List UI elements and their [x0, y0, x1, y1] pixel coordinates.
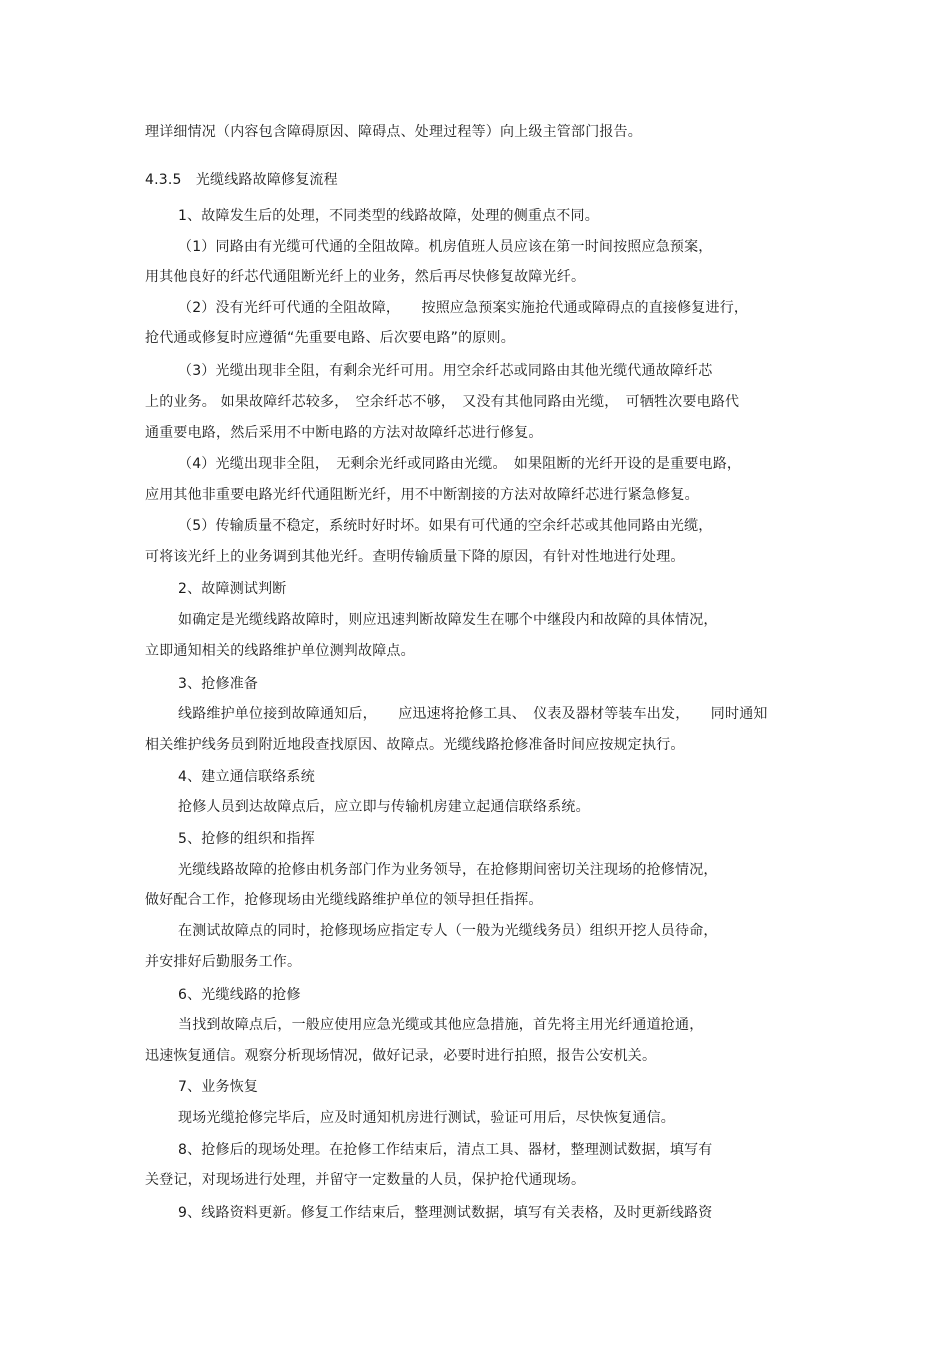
text-line: 8、抢修后的现场处理。在抢修工作结束后，清点工具、器材，整理测试数据，填写有 — [178, 1142, 713, 1158]
subheading: 4、建立通信联络系统 — [178, 769, 315, 785]
text-line: （5）传输质量不稳定，系统时好时坏。如果有可代通的空余纤芯或其他同路由光缆， — [178, 518, 713, 534]
text-line: （4）光缆出现非全阻， 无剩余光纤或同路由光缆。 如果阻断的光纤开设的是重要电路， — [178, 456, 742, 472]
text-line: 理详细情况（内容包含障碍原因、障碍点、处理过程等）向上级主管部门报告。 — [145, 124, 642, 140]
subheading: 3、抢修准备 — [178, 676, 259, 692]
text-line: 通重要电路，然后采用不中断电路的方法对故障纤芯进行修复。 — [145, 425, 543, 441]
subheading: 2、故障测试判断 — [178, 581, 287, 597]
subheading: 7、业务恢复 — [178, 1079, 259, 1095]
text-line: 如确定是光缆线路故障时，则应迅速判断故障发生在哪个中继段内和故障的具体情况， — [178, 612, 718, 628]
text-line: 做好配合工作，抢修现场由光缆线路维护单位的领导担任指挥。 — [145, 892, 543, 908]
text-line: 9、线路资料更新。修复工作结束后，整理测试数据，填写有关表格，及时更新线路资 — [178, 1205, 713, 1221]
text-line: 立即通知相关的线路维护单位测判故障点。 — [145, 643, 415, 659]
text-line: 1、故障发生后的处理，不同类型的线路故障，处理的侧重点不同。 — [178, 208, 599, 224]
text-line: （1）同路由有光缆可代通的全阻故障。机房值班人员应该在第一时间按照应急预案， — [178, 239, 713, 255]
text-line: 并安排好后勤服务工作。 — [145, 954, 302, 970]
text-line: 线路维护单位接到故障通知后， 应迅速将抢修工具、 仪表及器材等装车出发， 同时通知 — [178, 706, 768, 722]
subheading: 6、光缆线路的抢修 — [178, 987, 301, 1003]
section-heading: 4.3.5 光缆线路故障修复流程 — [145, 172, 338, 188]
text-line: 关登记，对现场进行处理，并留守一定数量的人员，保护抢代通现场。 — [145, 1172, 586, 1188]
subheading: 5、抢修的组织和指挥 — [178, 831, 315, 847]
text-line: 用其他良好的纤芯代通阻断光纤上的业务，然后再尽快修复故障光纤。 — [145, 269, 586, 285]
text-line: 当找到故障点后，一般应使用应急光缆或其他应急措施，首先将主用光纤通道抢通， — [178, 1017, 704, 1033]
text-line: 可将该光纤上的业务调到其他光纤。查明传输质量下降的原因，有针对性地进行处理。 — [145, 549, 685, 565]
text-line: 现场光缆抢修完毕后，应及时通知机房进行测试，验证可用后，尽快恢复通信。 — [178, 1110, 675, 1126]
text-line: 抢修人员到达故障点后，应立即与传输机房建立起通信联络系统。 — [178, 799, 590, 815]
text-line: 上的业务。 如果故障纤芯较多， 空余纤芯不够， 又没有其他同路由光缆， 可牺牲次要电路代 — [145, 394, 740, 410]
text-line: （3）光缆出现非全阻，有剩余光纤可用。用空余纤芯或同路由其他光缆代通故障纤芯 — [178, 363, 713, 379]
text-line: 在测试故障点的同时，抢修现场应指定专人（一般为光缆线务员）组织开挖人员待命， — [178, 923, 718, 939]
text-line: 抢代通或修复时应遵循“先重要电路、后次要电路”的原则。 — [145, 330, 515, 346]
text-line: （2）没有光纤可代通的全阻故障， 按照应急预案实施抢代通或障碍点的直接修复进行， — [178, 300, 749, 316]
text-line: 应用其他非重要电路光纤代通阻断光纤，用不中断割接的方法对故障纤芯进行紧急修复。 — [145, 487, 699, 503]
text-line: 相关维护线务员到附近地段查找原因、故障点。光缆线路抢修准备时间应按规定执行。 — [145, 737, 685, 753]
text-line: 迅速恢复通信。观察分析现场情况，做好记录，必要时进行拍照，报告公安机关。 — [145, 1048, 657, 1064]
text-line: 光缆线路故障的抢修由机务部门作为业务领导，在抢修期间密切关注现场的抢修情况， — [178, 862, 718, 878]
